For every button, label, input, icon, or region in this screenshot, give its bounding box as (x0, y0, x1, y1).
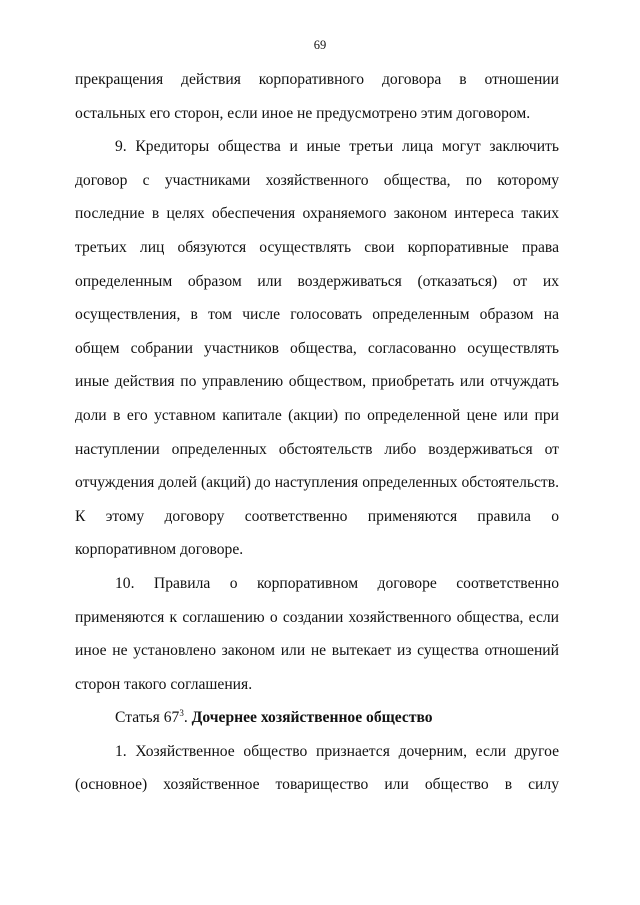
article-superscript: 3 (179, 708, 184, 719)
page-number: 69 (313, 38, 327, 52)
article-separator: . (183, 709, 192, 727)
paragraph-continuation: прекращения действия корпоративного договора в отношении остальных его сторон, если иное не предусмотрено этим договором. (75, 71, 559, 122)
article-heading (75, 701, 559, 735)
document-body (75, 63, 559, 802)
paragraph-10: 10. Правила о корпоративном договоре соответственно применяются к соглашению о создании хозяйственного общества, если иное не установлено законом или не вытекает из существа отношений сторон такого соглашения. (75, 574, 559, 693)
paragraph-9: 9. Кредиторы общества и иные третьи лица могут заключить договор с участниками хозяйственного общества, по которому последние в целях обеспечения охраняемого законом интереса таких третьих лиц обязуются осуществлять свои корпоративные права определенным образом или воздерживаться (отказаться) от их осуществления, в том числе голосовать определенным образом на общем собрании участников общества, согласованно осуществлять иные действия по управлению обществом, приобретать или отчуждать доли в его уставном капитале (акции) по определенной цене или при наступлении определенных обстоятельств либо воздерживаться от отчуждения долей (акций) до наступления определенных обстоятельств. К этому договору соответственно применяются правила о корпоративном договоре. (75, 138, 559, 559)
article-number: Статья 67 (115, 709, 180, 727)
paragraph-1-line-2: (основное) хозяйственное товарищество или общество в силу (75, 776, 559, 794)
article-title: Дочернее хозяйственное общество (191, 709, 433, 727)
paragraph-1-line-1: 1. Хозяйственное общество признается дочерним, если другое (115, 742, 559, 760)
